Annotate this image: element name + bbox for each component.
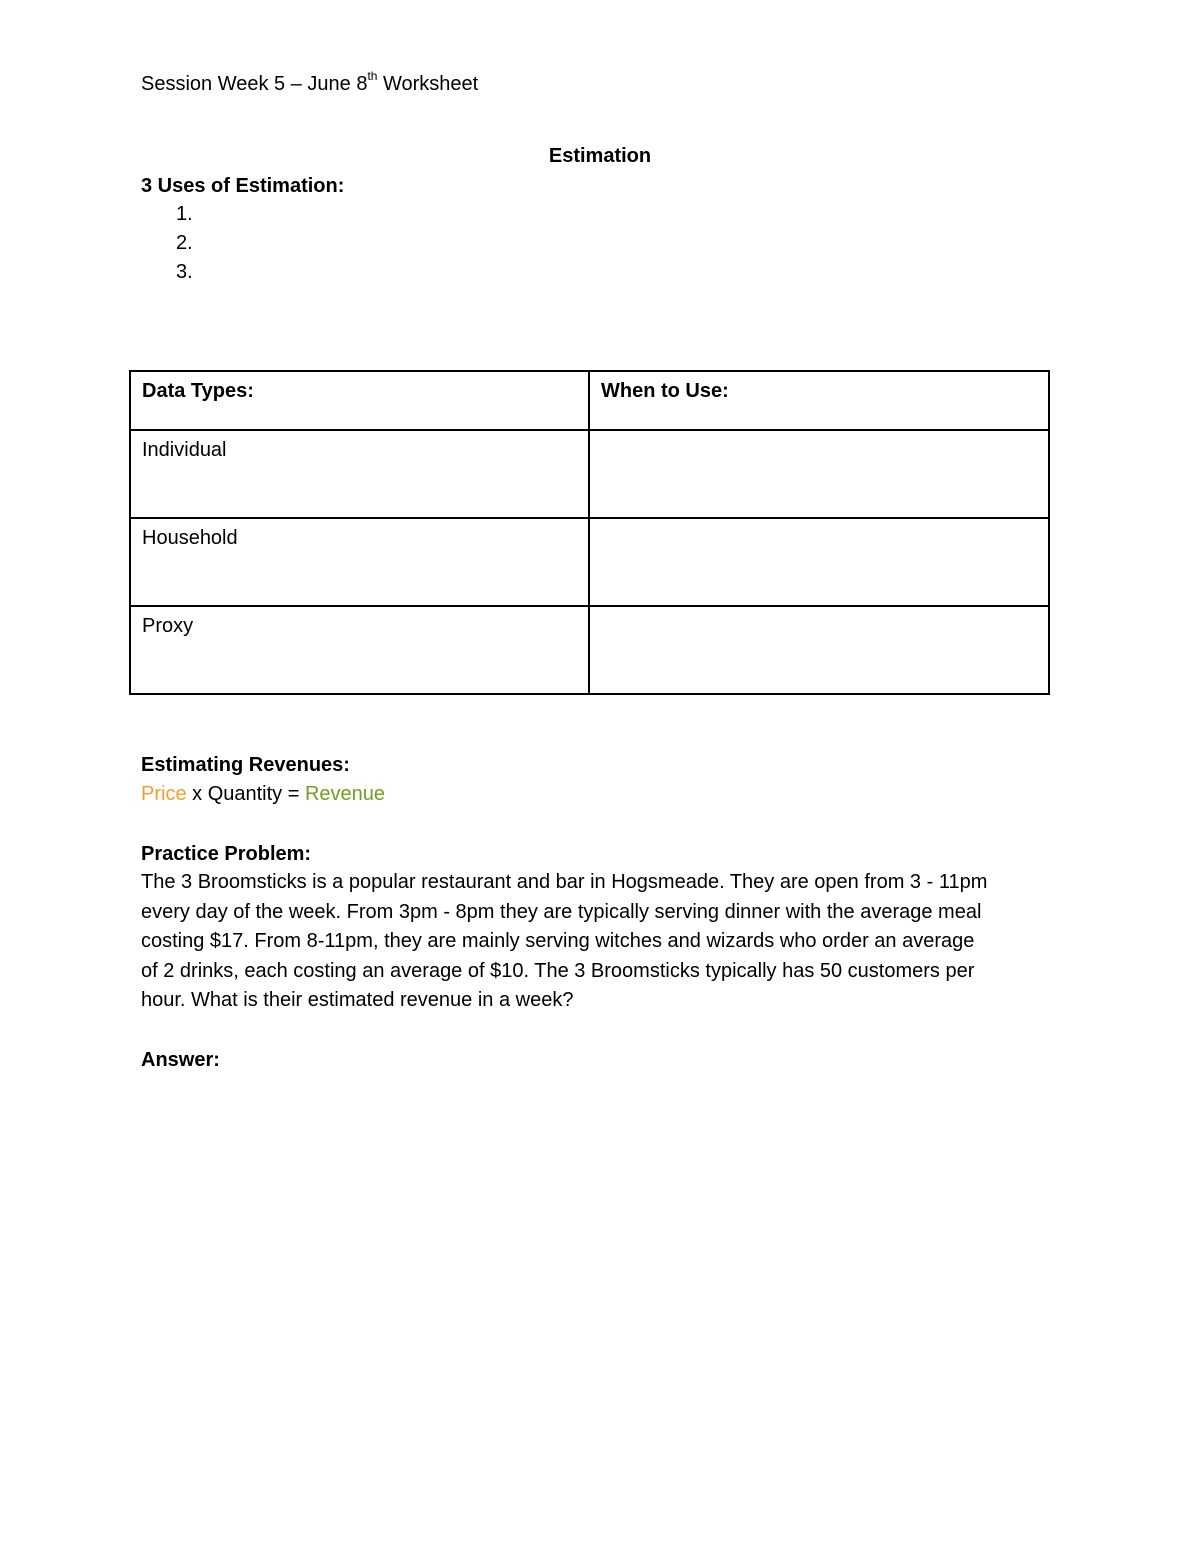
table-header-cell: When to Use: <box>589 371 1049 430</box>
table-header-cell: Data Types: <box>130 371 589 430</box>
header-prefix: Session Week 5 – June 8 <box>141 73 368 95</box>
uses-heading: 3 Uses of Estimation: <box>141 175 345 197</box>
practice-heading: Practice Problem: <box>141 843 312 865</box>
table-cell: Household <box>130 518 589 606</box>
table-row <box>130 430 1049 518</box>
table-row <box>130 606 1049 694</box>
worksheet-header <box>141 70 478 98</box>
formula-revenue: Revenue <box>304 783 386 805</box>
problem-line: hour. What is their estimated revenue in a week? <box>141 989 574 1012</box>
data-types-table <box>129 370 1050 695</box>
formula-middle: x Quantity = <box>186 783 305 805</box>
header-suffix: Worksheet <box>377 73 479 95</box>
answer-heading: Answer: <box>141 1049 220 1071</box>
uses-list <box>176 200 193 287</box>
table-cell <box>589 430 1049 518</box>
table-cell <box>589 518 1049 606</box>
formula-price: Price <box>141 783 187 805</box>
revenue-heading: Estimating Revenues: <box>141 754 350 776</box>
practice-problem-text <box>141 868 1056 1016</box>
page-title: Estimation <box>548 145 652 167</box>
problem-line: costing $17. From 8-11pm, they are mainly serving witches and wizards who order an average <box>141 930 975 953</box>
table-cell: Proxy <box>130 606 589 694</box>
revenue-formula <box>141 780 385 808</box>
table-header-row <box>130 371 1049 430</box>
problem-line: The 3 Broomsticks is a popular restaurant and bar in Hogsmeade. They are open from 3 - 11pm <box>141 871 988 893</box>
list-item: 2. <box>176 232 193 254</box>
table-cell <box>589 606 1049 694</box>
table-row <box>130 518 1049 606</box>
list-item: 1. <box>176 203 193 225</box>
problem-line: every day of the week. From 3pm - 8pm they are typically serving dinner with the average meal <box>141 900 982 923</box>
table-cell: Individual <box>130 430 589 518</box>
header-superscript: th <box>367 69 378 84</box>
problem-line: of 2 drinks, each costing an average of $10. The 3 Broomsticks typically has 50 customers per <box>141 959 975 982</box>
list-item: 3. <box>176 261 193 283</box>
